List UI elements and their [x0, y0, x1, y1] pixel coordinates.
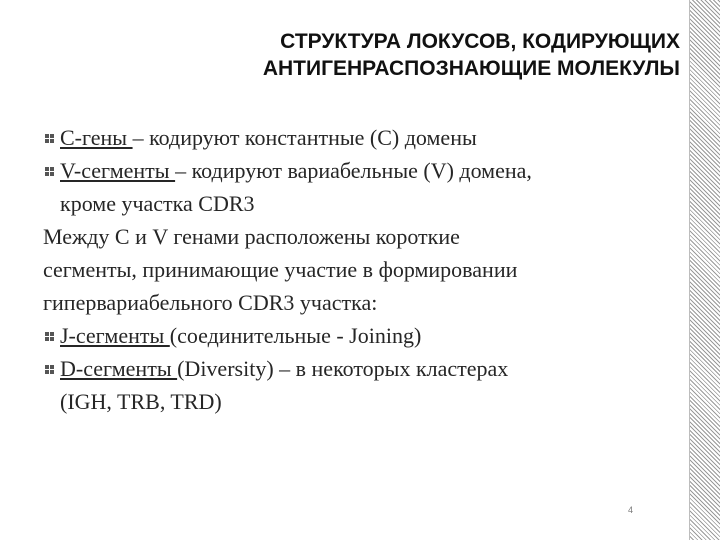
term-j-segments: J-сегменты — [60, 323, 170, 348]
term-d-segments: D-сегменты — [60, 356, 178, 381]
square-bullet-icon — [45, 134, 54, 143]
square-bullet-icon — [45, 332, 54, 341]
bullet-d-segments — [43, 352, 683, 385]
title-line-1: СТРУКТУРА ЛОКУСОВ, КОДИРУЮЩИХ — [280, 30, 680, 53]
bullet-d-segments-continued: (IGH, TRB, TRD) — [60, 389, 222, 414]
bullet-v-segments-continued: кроме участка CDR3 — [60, 191, 255, 216]
square-bullet-icon — [45, 167, 54, 176]
slide-title — [150, 28, 680, 82]
decorative-stripe — [690, 0, 720, 540]
bullet-j-segments — [43, 319, 683, 352]
paragraph-line-1: Между С и V генами расположены короткие — [43, 224, 460, 249]
paragraph-line-3: гипервариабельного CDR3 участка: — [43, 290, 378, 315]
page-number: 4 — [628, 505, 634, 515]
slide-body — [43, 121, 683, 418]
desc-j-segments: (соединительные - Joining) — [169, 323, 422, 348]
desc-c-genes: – кодируют константные (С) домены — [132, 125, 477, 150]
term-c-genes: С-гены — [60, 125, 133, 150]
bullet-v-segments — [43, 154, 683, 187]
desc-v-segments: – кодируют вариабельные (V) домена, — [175, 158, 532, 183]
term-v-segments: V-сегменты — [60, 158, 176, 183]
title-line-2: АНТИГЕНРАСПОЗНАЮЩИЕ МОЛЕКУЛЫ — [262, 57, 680, 80]
stripe-divider — [689, 0, 690, 540]
bullet-c-genes — [43, 121, 683, 154]
paragraph-line-2: сегменты, принимающие участие в формировании — [43, 257, 518, 282]
desc-d-segments: (Diversity) – в некоторых кластерах — [177, 356, 509, 381]
square-bullet-icon — [45, 365, 54, 374]
